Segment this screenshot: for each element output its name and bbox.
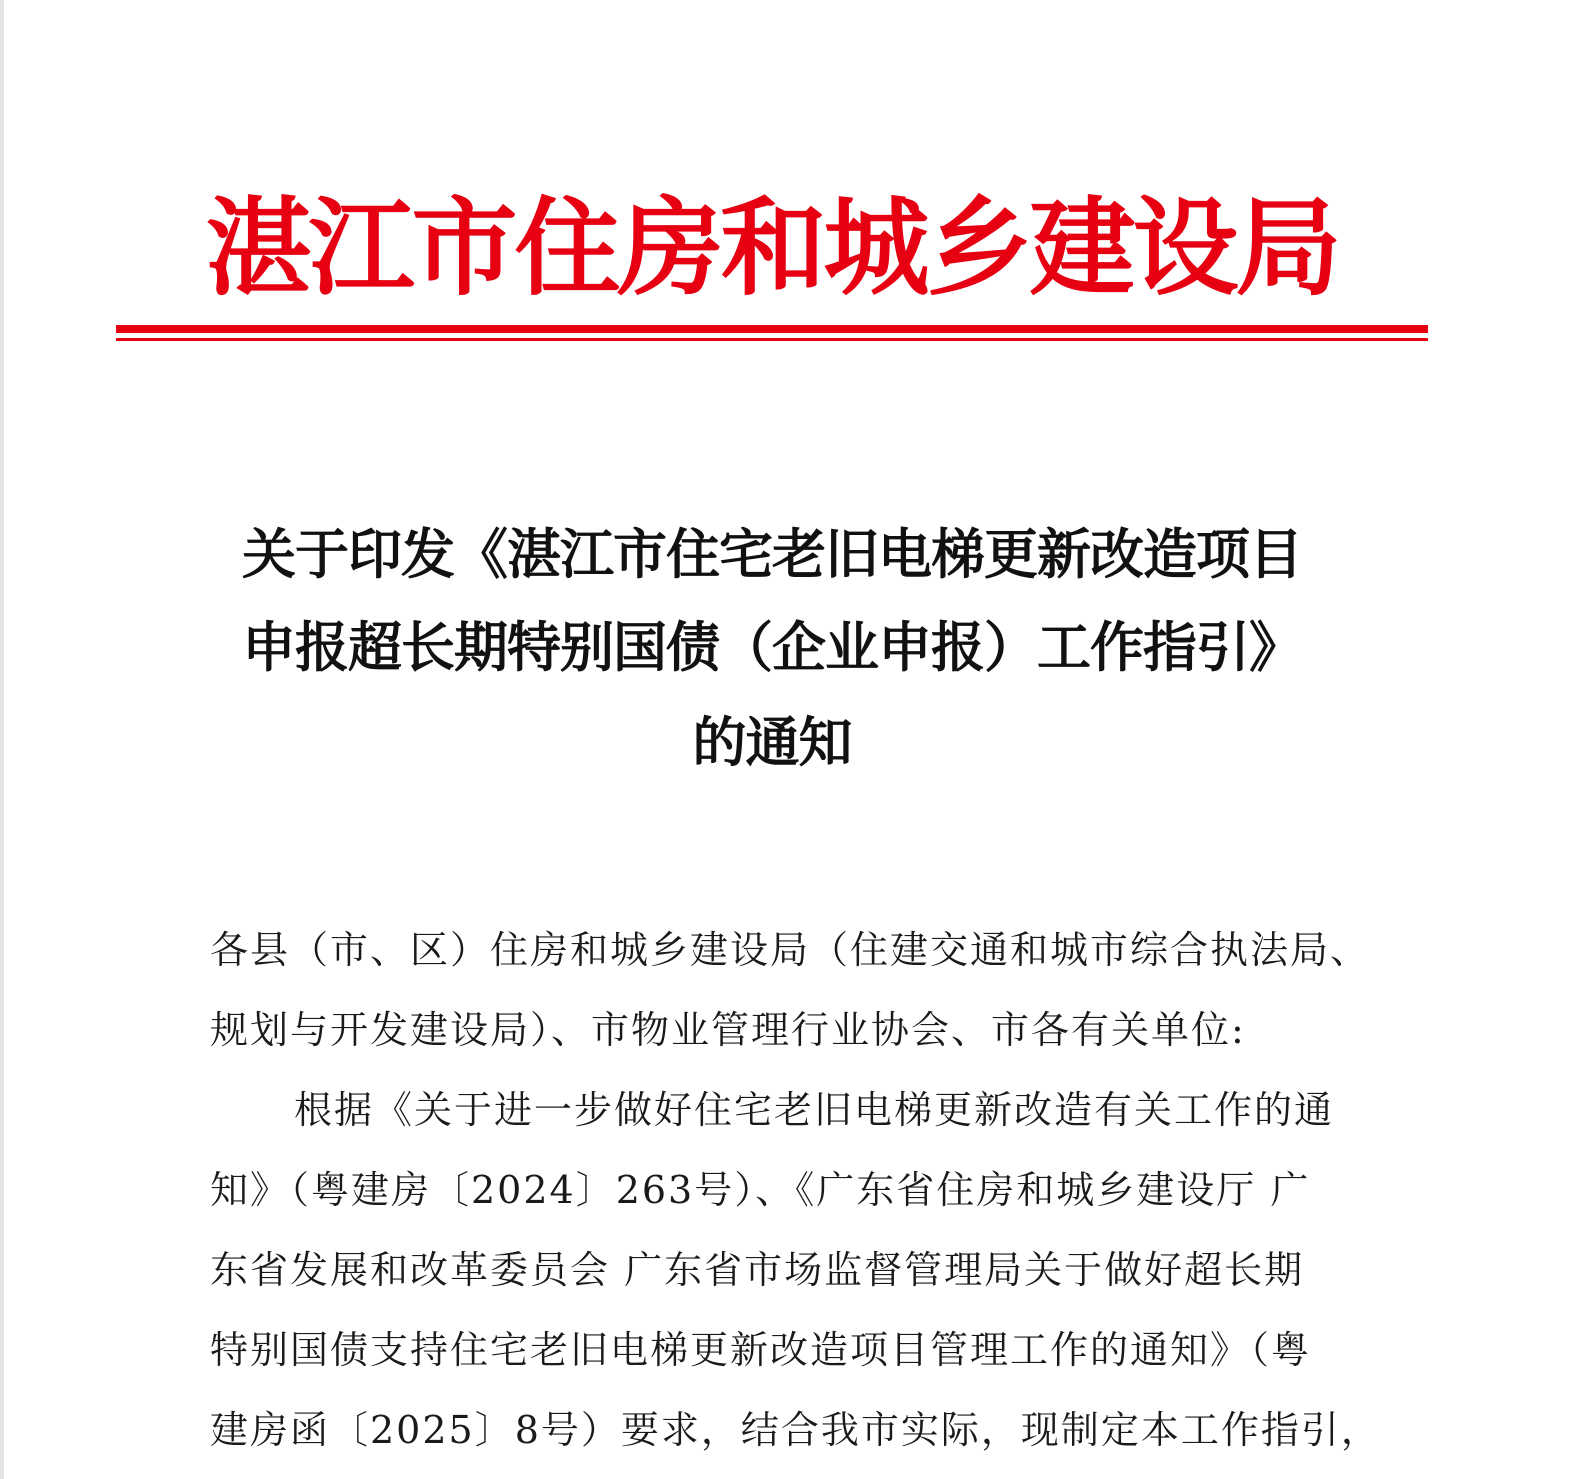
body-paragraph-line-3: 东省发展和改革委员会 广东省市场监督管理局关于做好超长期 xyxy=(210,1248,1305,1292)
document-page xyxy=(4,0,1581,1479)
document-title-line-2: 申报超长期特别国债（企业申报）工作指引》 xyxy=(242,615,1302,679)
document-title-line-3: 的通知 xyxy=(692,710,852,774)
addressee-line-1: 各县（市、区）住房和城乡建设局（住建交通和城市综合执法局、 xyxy=(210,928,1371,972)
body-paragraph-line-5: 建房函〔2025〕8号）要求，结合我市实际，现制定本工作指引， xyxy=(210,1408,1381,1452)
body-paragraph-line-1: 根据《关于进一步做好住宅老旧电梯更新改造有关工作的通 xyxy=(294,1088,1335,1132)
addressee-line-2: 规划与开发建设局）、市物业管理行业协会、市各有关单位: xyxy=(210,1008,1246,1052)
document-title-line-1: 关于印发《湛江市住宅老旧电梯更新改造项目 xyxy=(242,522,1302,586)
body-paragraph-line-2: 知》（粤建房〔2024〕263号）、《广东省住房和城乡建设厅 广 xyxy=(210,1168,1311,1212)
body-paragraph-line-4: 特别国债支持住宅老旧电梯更新改造项目管理工作的通知》（粤 xyxy=(210,1328,1312,1372)
letterhead-red-rule-thin xyxy=(116,338,1428,341)
letterhead-red-rule-thick xyxy=(116,325,1428,333)
agency-letterhead-title: 湛江市住房和城乡建设局 xyxy=(205,185,1339,310)
